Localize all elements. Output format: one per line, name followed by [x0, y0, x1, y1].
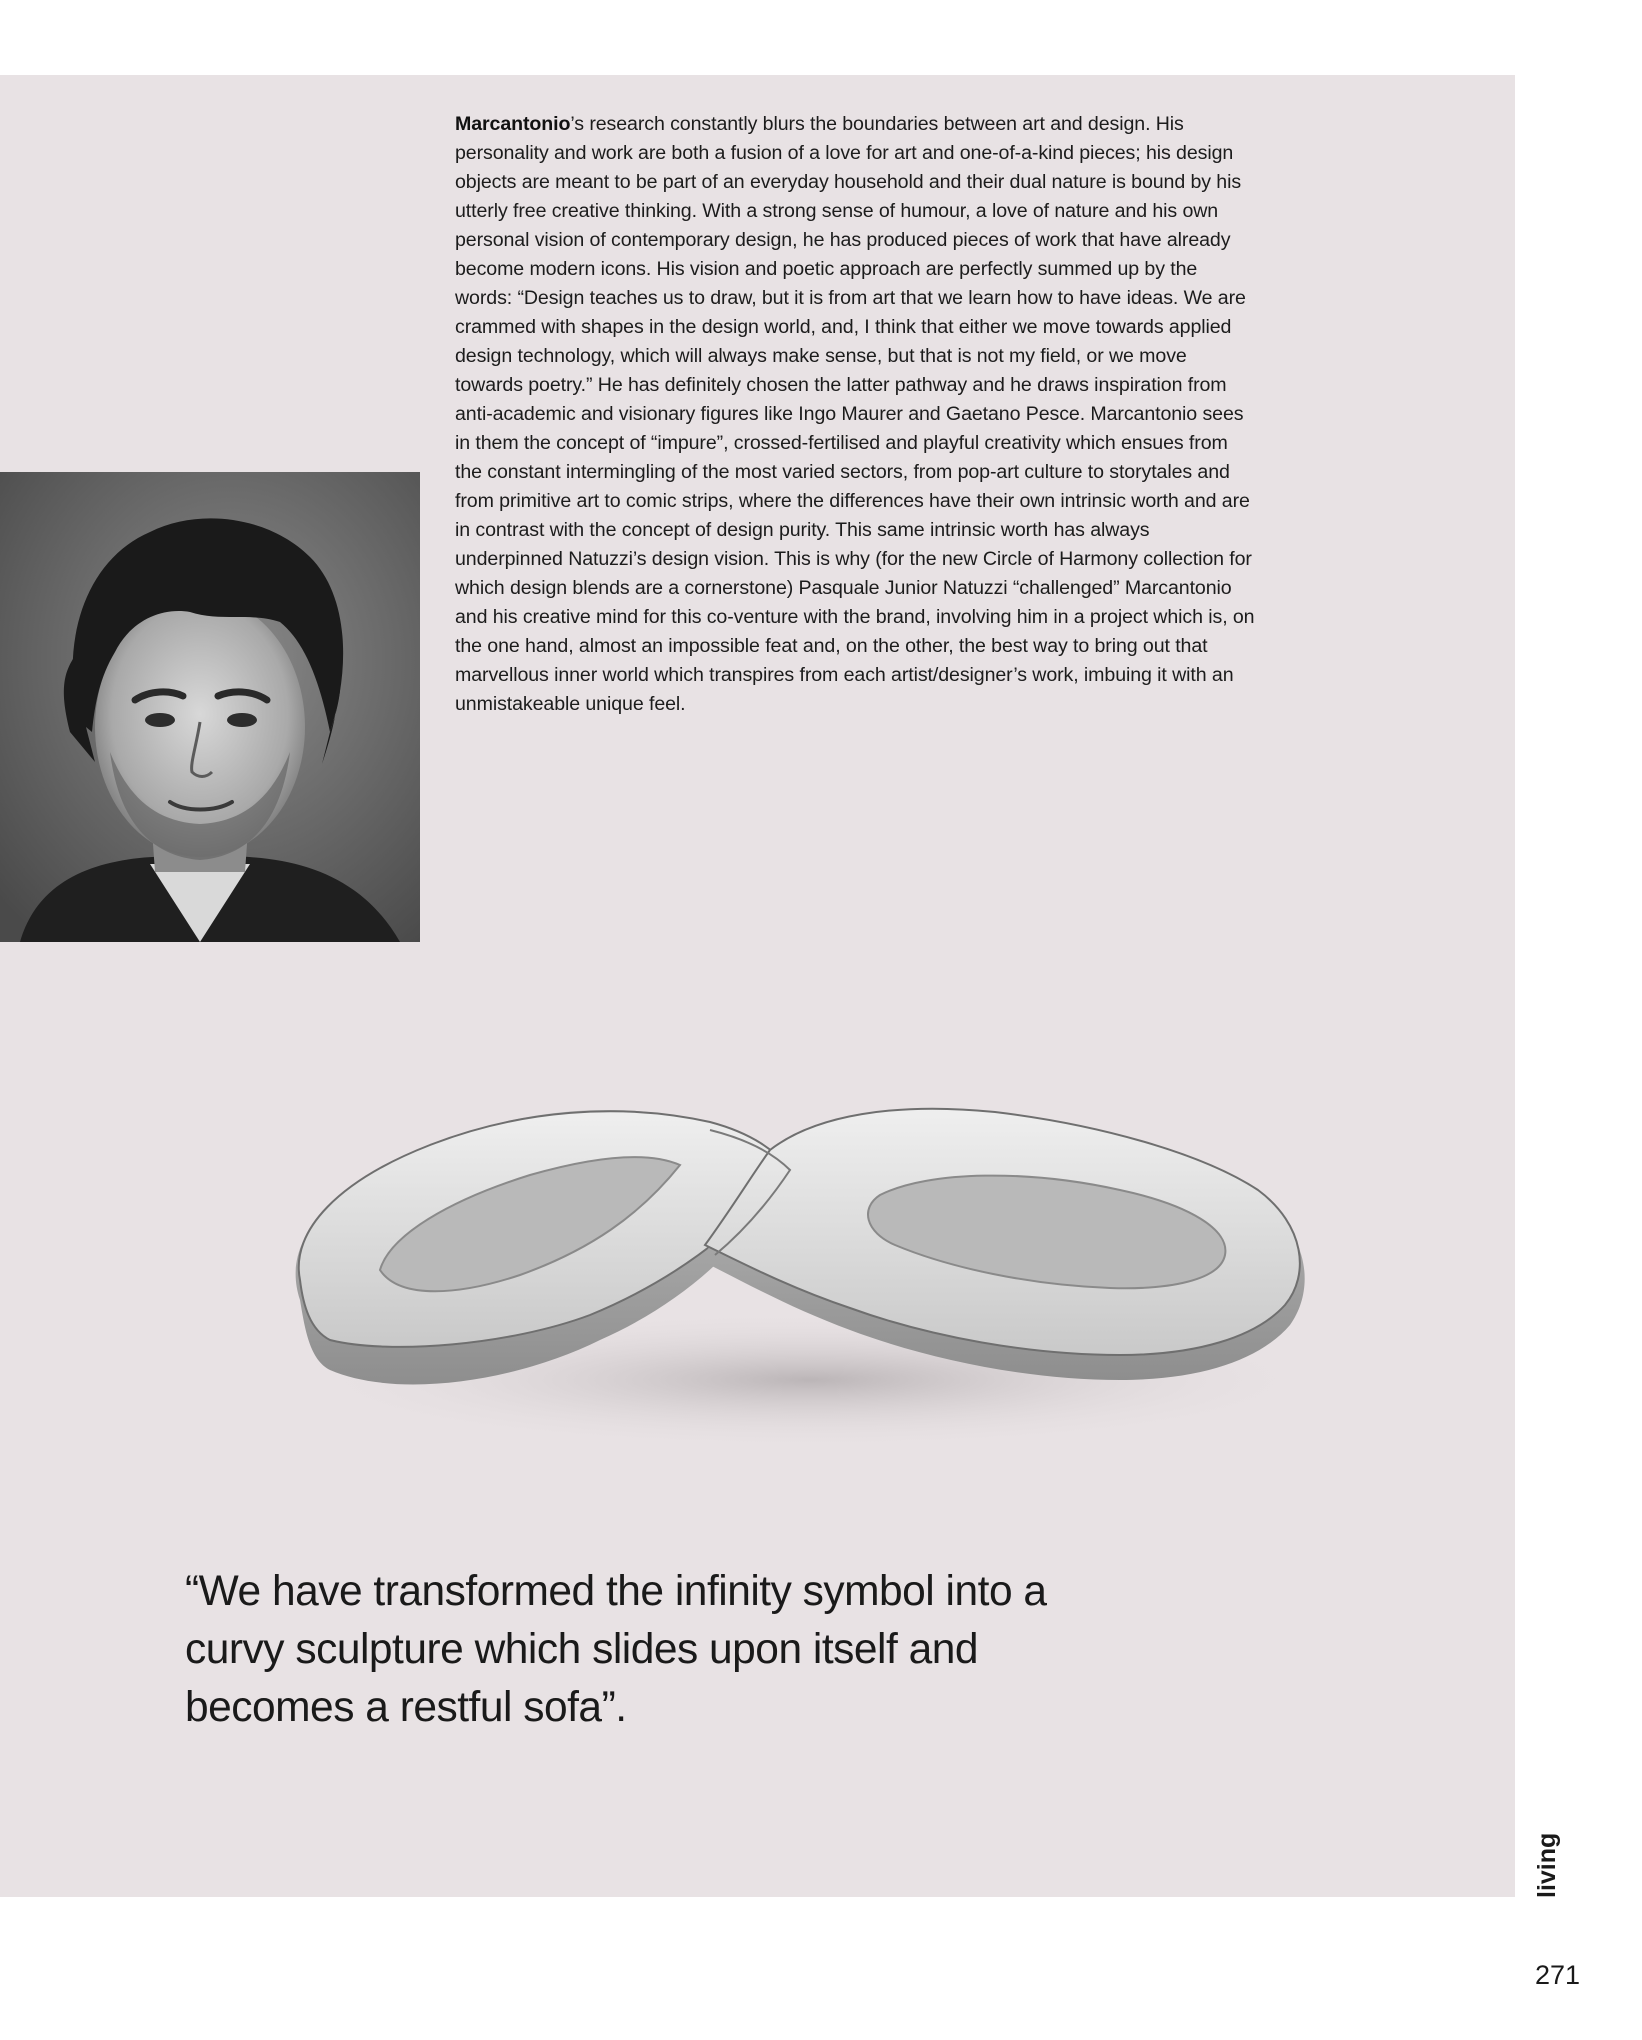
article-paragraph — [455, 110, 1255, 719]
article-body-text: ’s research constantly blurs the boundaries between art and design. His personality and work are both a fusion of a love for art and one-of-a-kind pieces; his design objects are meant to be part of an everyday household and their dual nature is bound by his utterly free creative thinking. With a strong sense of humour, a love of nature and his own personal vision of contemporary design, he has produced pieces of work that have already become modern icons. His vision and poetic approach are perfectly summed up by the words: “Design teaches us to draw, but it is from art that we learn how to have ideas. We are crammed with shapes in the design world, and, I think that either we move towards applied design technology, which will always make sense, but that is not my field, or we move towards poetry.” He has definitely chosen the latter pathway and he draws inspiration from anti-academic and visionary figures like Ingo Maurer and Gaetano Pesce. Marcantonio sees in them the concept of “impure”, crossed-fertilised and playful creativity which ensues from the constant intermingling of the most varied sectors, from pop-art culture to storytales and from primitive art to comic strips, where the differences have their own intrinsic worth and are in contrast with the concept of design purity. This same intrinsic worth has always underpinned Natuzzi’s design vision. This is why (for the new Circle of Harmony collection for which design blends are a cornerstone) Pasquale Junior Natuzzi “challenged” Marcantonio and his creative mind for this co-venture with the brand, involving him in a project which is, on the one hand, almost an impossible feat and, on the other, the best way to bring out that marvellous inner world which transpires from each artist/designer’s work, imbuing it with an unmistakeable unique feel. — [455, 113, 1255, 715]
portrait-illustration — [0, 472, 420, 942]
pull-quote-text: “We have transformed the infinity symbol into a curvy sculpture which slides upon itself and becomes a restful sofa”. — [185, 1568, 1047, 1731]
infinity-sofa-image — [270, 1040, 1350, 1460]
designer-name: Marcantonio — [455, 113, 571, 135]
designer-portrait-photo — [0, 472, 420, 942]
page-number: 271 — [1535, 1960, 1581, 1990]
section-label: living — [1533, 1832, 1561, 1898]
article-body — [455, 110, 1255, 719]
sofa-illustration — [270, 1040, 1350, 1460]
pull-quote — [185, 1563, 1115, 1737]
